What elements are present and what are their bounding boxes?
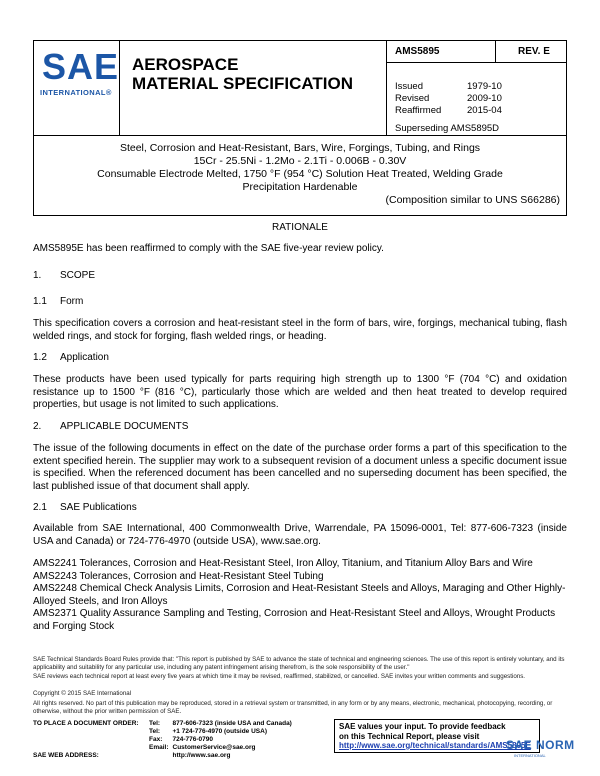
sae-norm-watermark: SAE NORM [506, 738, 575, 752]
header-box [33, 40, 567, 136]
subtitle-box [33, 136, 567, 216]
sae-logo-subtext: INTERNATIONAL® [40, 88, 112, 97]
subtitle-line: Steel, Corrosion and Heat-Resistant, Bars, Wire, Forgings, Tubing, and Rings [119, 142, 481, 154]
section-1-1-text: This specification covers a corrosion and heat-resistant steel in the form of bars, wire, forgings, mechanical tubing, flash welded rings, and stock for forging, flash welded rings, or heading. [33, 318, 567, 342]
order-contact: TO PLACE A DOCUMENT ORDER: Tel: 877-606-7323 (inside USA and Canada) Tel: +1 724-776-4970 (outside USA) Fax: 724-776-0790 Email: CustomerService@sae.org SAE WEB ADDRESS: http://www.sae.org [33, 720, 296, 760]
rationale-text: AMS5895E has been reaffirmed to comply with the SAE five-year review policy. [33, 243, 384, 254]
superseding: Superseding AMS5895D [395, 123, 500, 134]
email-link[interactable]: CustomerService@sae.org [172, 744, 256, 751]
section-2-1-text: Available from SAE International, 400 Commonwealth Drive, Warrendale, PA 15096-0001, Tel: 877-606-7323 (inside USA and Canada) or 724-776-4970 (outside USA), www.sae.org. [33, 523, 567, 547]
web-link[interactable]: http://www.sae.org [172, 752, 231, 759]
dates-table [395, 81, 502, 117]
section-2-text: The issue of the following documents in effect on the date of the purchase order forms a part of this specification to the extent specified herein. The supplier may work to a subsequent revision of a document unless a specific document issue is specified. When the referenced document has been cancelled and no superseding document has been specified, the last published issue of that document shall apply. [33, 443, 567, 492]
feedback-link[interactable]: http://www.sae.org/technical/standards/AMS5895E [339, 741, 531, 750]
subtitle-line: Consumable Electrode Melted, 1750 °F (954 °C) Solution Heat Treated, Welding Grade [97, 168, 503, 180]
copyright: Copyright © 2015 SAE International [33, 690, 132, 697]
reaffirmed-row: Reaffirmed 2015-04 [395, 105, 502, 116]
policy-note: SAE Technical Standards Board Rules provide that: "This report is published by SAE to advance the state of technical and engineering sciences. The use of this report is entirely voluntary, and its applicability and suitability for any particular use, including any patent infringement arising therefrom, is the sole responsibility of the user." [33, 656, 565, 671]
revision: REV. E [496, 41, 566, 63]
section-2-heading: 2. APPLICABLE DOCUMENTS [33, 421, 189, 432]
subtitle-composition: (Composition similar to UNS S66286) [385, 194, 560, 206]
doc-number: AMS5895 [387, 41, 496, 63]
section-1-2-text: These products have been used typically for parts requiring high strength up to 1300 °F (704 °C) and oxidation resistance up to 1500 °F (816 °C), particularly those which are welded and then heat treated to develop required properties, but usage is not limited to such applications. [33, 374, 567, 410]
section-1-2-heading: 1.2 Application [33, 352, 109, 363]
subtitle-line: 15Cr - 25.5Ni - 1.2Mo - 2.1Ti - 0.006B - 0.30V [193, 155, 407, 167]
revised-row: Revised 2009-10 [395, 93, 502, 104]
review-note: SAE reviews each technical report at least every five years at which time it may be revised, reaffirmed, stabilized, or cancelled. SAE invites your written comments and suggestions. [33, 673, 526, 680]
feedback-box: SAE values your input. To provide feedback on this Technical Report, please visit http://www.sae.org/technical/standards/AMS5895E [334, 719, 540, 753]
subtitle-line: Precipitation Hardenable [242, 181, 358, 193]
section-1-1-heading: 1.1 Form [33, 296, 84, 307]
reference-item: AMS2248 Chemical Check Analysis Limits, Corrosion and Heat-Resistant Steels and Alloys, Maraging and Other Highly-Alloyed Steels, and Iron Alloys [33, 583, 566, 607]
reference-item: AMS2241 Tolerances, Corrosion and Heat-Resistant Steel, Iron Alloy, Titanium, and Titanium Alloy Bars and Wire [33, 558, 533, 569]
sae-norm-watermark-sub: INTERNATIONAL [514, 753, 546, 758]
rights-note: All rights reserved. No part of this publication may be reproduced, stored in a retrieval system or transmitted, in any form or by any means, electronic, mechanical, photocopying, recording, or otherwise, without the prior written permission of SAE. [33, 700, 553, 715]
reference-list [33, 558, 567, 633]
section-1-heading: 1. SCOPE [33, 270, 96, 281]
issued-row: Issued 1979-10 [395, 81, 502, 92]
section-2-1-heading: 2.1 SAE Publications [33, 502, 137, 513]
reference-item: AMS2371 Quality Assurance Sampling and Testing, Corrosion and Heat-Resistant Steel and Alloys, Wrought Products and Forging Stock [33, 608, 556, 632]
logo-cell [34, 41, 120, 135]
reference-item: AMS2243 Tolerances, Corrosion and Heat-Resistant Steel Tubing [33, 570, 324, 582]
document-title: AEROSPACE MATERIAL SPECIFICATION [132, 55, 353, 93]
sae-logo: SAE [42, 46, 120, 87]
title-cell [120, 41, 387, 135]
rationale-heading: RATIONALE [272, 222, 328, 233]
